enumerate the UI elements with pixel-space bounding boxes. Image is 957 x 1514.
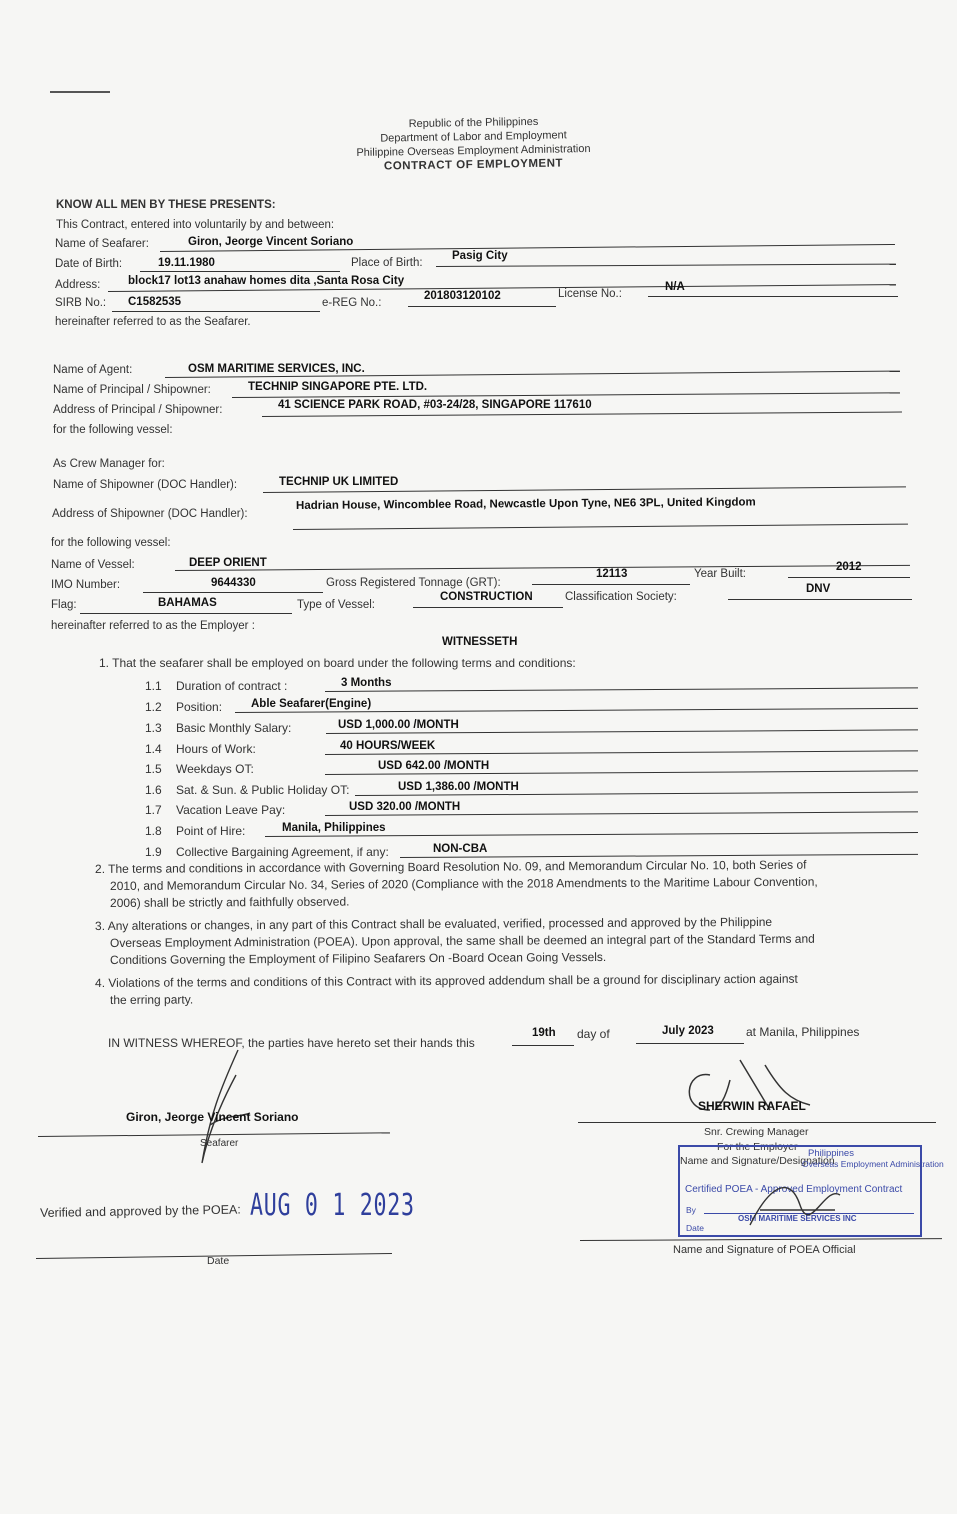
address-label: Address: (55, 279, 101, 291)
term-value: USD 1,000.00 /MONTH (338, 719, 459, 731)
grt-label: Gross Registered Tonnage (GRT): (326, 577, 501, 589)
term-label: Duration of contract : (176, 679, 288, 693)
page-title: CONTRACT OF EMPLOYMENT (383, 157, 564, 173)
clause-line: 3. Any alterations or changes, in any part of this Contract shall be evaluated, verified, processed and approved by the Philippine (94, 914, 773, 933)
term-number: 1.7 (145, 803, 162, 817)
vessel-type-label: Type of Vessel: (297, 599, 375, 611)
term-value: USD 642.00 /MONTH (378, 760, 490, 772)
term-label: Point of Hire: (176, 824, 246, 838)
principal-address-label: Address of Principal / Shipowner: (53, 404, 223, 416)
witness-day-of: day of (577, 1027, 610, 1041)
term-value: USD 1,386.00 /MONTH (398, 781, 519, 793)
sirb-value: C1582535 (128, 296, 182, 308)
header-republic: Republic of the Philippines (408, 115, 539, 131)
term-number: 1.4 (145, 742, 162, 756)
clause-line: 2006) shall be strictly and faithfully observed. (109, 894, 350, 910)
principal-value: TECHNIP SINGAPORE PTE. LTD. (248, 381, 428, 393)
flag-value: BAHAMAS (158, 597, 217, 609)
ereg-value: 201803120102 (424, 290, 501, 302)
clause-line: 4. Violations of the terms and conditions of this Contract with its approved addendum shall be a ground for disciplinary action against (94, 971, 798, 990)
name-signature-designation: Name and Signature/Designation (680, 1155, 835, 1167)
grt-line (532, 584, 690, 585)
stamp-company: OSM MARITIME SERVICES INC (738, 1214, 857, 1223)
vessel-name-line (175, 565, 910, 571)
witness-month-line (636, 1043, 744, 1044)
flag-line (80, 613, 292, 614)
witness-month: July 2023 (662, 1025, 714, 1037)
year-value: 2012 (836, 561, 862, 573)
stamp-top: Philippines (808, 1148, 854, 1159)
doc-address-value: Hadrian House, Wincomblee Road, Newcastle Upon Tyne, NE6 3PL, United Kingdom (295, 496, 756, 512)
agent-value: OSM MARITIME SERVICES, INC. (188, 363, 365, 375)
for-employer: For the Employer (717, 1141, 798, 1153)
term-number: 1.6 (145, 783, 162, 797)
address-value: block17 lot13 anahaw homes dita ,Santa Rosa City (128, 275, 405, 287)
class-value: DNV (806, 583, 831, 595)
witness-day-line (512, 1045, 574, 1046)
class-line (728, 599, 912, 600)
dob-line (140, 271, 340, 272)
principal-label: Name of Principal / Shipowner: (53, 384, 211, 396)
clause-line: Overseas Employment Administration (POEA). Upon approval, the same shall be deemed an integral part of the Standard Terms and (109, 931, 815, 950)
witness-day: 19th (532, 1027, 556, 1039)
term-value: 3 Months (341, 677, 392, 689)
employer-sign-line (578, 1122, 936, 1123)
flag-label: Flag: (51, 599, 77, 611)
verified-date-label: Date (207, 1255, 230, 1267)
license-value: N/A (665, 281, 685, 293)
vessel-name-label: Name of Vessel: (51, 559, 135, 571)
dob-label: Date of Birth: (55, 258, 123, 270)
poea-approval-date: AUG 0 1 2023 (250, 1188, 415, 1223)
top-mark (50, 91, 110, 93)
clause-line: Conditions Governing the Employment of Filipino Seafarers On -Board Ocean Going Vessels. (109, 949, 607, 967)
for-vessel-2: for the following vessel: (51, 537, 171, 549)
term-number: 1.5 (145, 762, 162, 776)
class-label: Classification Society: (565, 591, 677, 603)
know-all-men: KNOW ALL MEN BY THESE PRESENTS: (56, 199, 276, 211)
doc-name-label: Name of Shipowner (DOC Handler): (53, 479, 238, 491)
employer-signer: SHERWIN RAFAEL (698, 1099, 806, 1113)
pob-line (436, 264, 896, 267)
imo-value: 9644330 (211, 577, 256, 589)
license-line (648, 296, 898, 297)
pob-label: Place of Birth: (351, 257, 423, 269)
clause-line: 2. The terms and conditions in accordance with Governing Board Resolution No. 09, and Memorandum Circular No. 10, both Series of (94, 857, 807, 876)
doc-address-line (293, 524, 908, 530)
stamp-certified: Certified POEA - Approved Employment Contract (685, 1184, 903, 1195)
employer-title: Snr. Crewing Manager (704, 1126, 809, 1138)
term-label: Weekdays OT: (176, 762, 254, 776)
term-value: NON-CBA (433, 843, 488, 855)
term-label: Sat. & Sun. & Public Holiday OT: (176, 783, 350, 797)
hereinafter-seafarer: hereinafter referred to as the Seafarer. (55, 316, 251, 328)
stamp-by: By (686, 1205, 696, 1215)
term-label: Hours of Work: (176, 742, 256, 756)
term-number: 1.2 (145, 700, 162, 714)
witnesseth-heading: WITNESSETH (442, 636, 518, 648)
doc-name-value: TECHNIP UK LIMITED (279, 476, 399, 488)
doc-address-label: Address of Shipowner (DOC Handler): (52, 508, 248, 520)
principal-line (232, 392, 900, 398)
clause-line: 2010, and Memorandum Circular No. 34, Series of 2020 (Compliance with the 2018 Amendments to the Maritime Labour Convention, (109, 874, 818, 893)
poea-official-label: Name and Signature of POEA Official (673, 1244, 856, 1256)
poea-official-signature (740, 1165, 860, 1245)
witness-text: IN WITNESS WHEREOF, the parties have hereto set their hands this (108, 1036, 475, 1050)
dob-value: 19.11.1980 (158, 257, 215, 269)
term-value: USD 320.00 /MONTH (349, 801, 461, 813)
seafarer-sign-role: Seafarer (200, 1138, 239, 1149)
header-department: Department of Labor and Employment (380, 129, 567, 145)
term-number: 1.9 (145, 845, 162, 859)
sirb-line (112, 311, 320, 312)
witness-place: at Manila, Philippines (746, 1025, 860, 1039)
for-vessel-1: for the following vessel: (53, 424, 173, 436)
sirb-label: SIRB No.: (55, 297, 107, 309)
stamp-date: Date (686, 1223, 704, 1233)
clause-line: the erring party. (109, 992, 194, 1007)
imo-label: IMO Number: (51, 579, 121, 591)
stamp-agency: Overseas Employment Administration (802, 1159, 944, 1169)
term-label: Vacation Leave Pay: (176, 803, 286, 817)
year-label: Year Built: (694, 568, 746, 580)
clause-1: 1. That the seafarer shall be employed on board under the following terms and conditions: (99, 656, 576, 670)
term-underline (325, 687, 918, 692)
term-number: 1.3 (145, 721, 162, 735)
term-label: Position: (176, 700, 223, 714)
seafarer-sign-name: Giron, Jeorge Vincent Soriano (126, 1110, 299, 1124)
vessel-name-value: DEEP ORIENT (189, 557, 267, 569)
intro-text: This Contract, entered into voluntarily by and between: (56, 219, 335, 231)
pob-value: Pasig City (452, 250, 508, 262)
ereg-label: e-REG No.: (322, 297, 382, 309)
vessel-type-line (413, 607, 563, 608)
grt-value: 12113 (596, 568, 628, 580)
header-poea: Philippine Overseas Employment Administration (356, 142, 591, 160)
agent-label: Name of Agent: (53, 364, 133, 376)
ereg-line (408, 306, 556, 307)
principal-address-value: 41 SCIENCE PARK ROAD, #03-24/28, SINGAPORE 117610 (278, 399, 592, 411)
term-number: 1.1 (145, 679, 162, 693)
term-number: 1.8 (145, 824, 162, 838)
license-label: License No.: (558, 288, 622, 300)
verified-label: Verified and approved by the POEA: (39, 1202, 241, 1220)
seafarer-name: Giron, Jeorge Vincent Soriano (188, 236, 354, 248)
vessel-type-value: CONSTRUCTION (440, 591, 533, 603)
seafarer-name-label: Name of Seafarer: (55, 238, 149, 250)
as-crew-manager: As Crew Manager for: (53, 458, 165, 470)
term-value: 40 HOURS/WEEK (340, 740, 436, 752)
term-value: Manila, Philippines (282, 822, 386, 834)
year-line (788, 577, 910, 578)
term-label: Basic Monthly Salary: (176, 721, 292, 735)
term-label: Collective Bargaining Agreement, if any: (176, 845, 389, 859)
term-value: Able Seafarer(Engine) (251, 698, 372, 710)
imo-line (143, 592, 323, 593)
hereinafter-employer: hereinafter referred to as the Employer : (51, 620, 255, 632)
principal-address-line (262, 412, 902, 417)
